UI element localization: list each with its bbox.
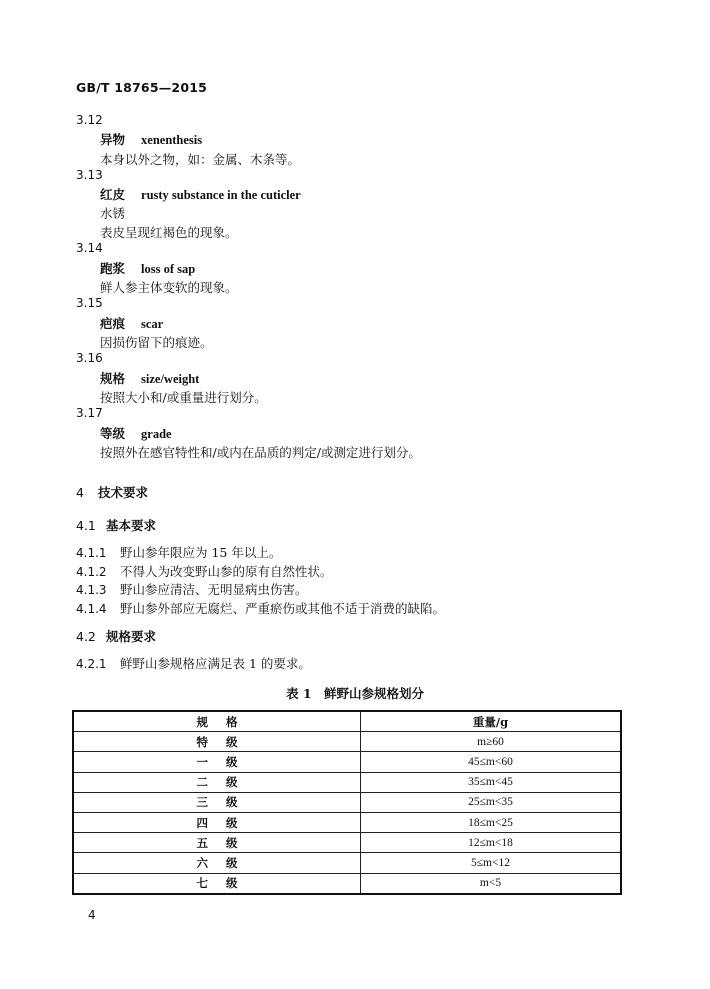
- term-heading: [100, 130, 202, 148]
- clause-number: 3.16: [76, 351, 103, 365]
- section-number: 4: [76, 485, 84, 500]
- weight-cell: 18≤m<25: [361, 812, 622, 832]
- term-definition: 鲜人参主体变软的现象。: [100, 280, 238, 295]
- requirement-item: [76, 599, 445, 617]
- term-en: scar: [141, 317, 164, 331]
- grade-cell: 一级: [73, 752, 361, 772]
- weight-cell: 25≤m<35: [361, 792, 622, 812]
- term-en: loss of sap: [141, 262, 196, 276]
- section-title: 规格要求: [106, 629, 157, 644]
- grade-cell: 七级: [73, 873, 361, 894]
- grade-cell: 六级: [73, 853, 361, 873]
- term-heading: [100, 314, 163, 332]
- table-row: [73, 732, 621, 752]
- table-row: [73, 772, 621, 792]
- term-zh: 异物: [100, 132, 126, 147]
- item-text: 野山参外部应无腐烂、严重瘀伤或其他不适于消费的缺陷。: [120, 601, 446, 616]
- subsection-heading: [76, 627, 156, 645]
- term-heading: [100, 259, 195, 277]
- section-heading: [76, 483, 148, 501]
- term-definition: 按照外在感官特性和/或内在品质的判定/或测定进行划分。: [100, 445, 421, 460]
- weight-cell: 45≤m<60: [361, 752, 622, 772]
- term-en: xenenthesis: [141, 133, 203, 147]
- section-title: 技术要求: [98, 485, 149, 500]
- grade-cell: 二级: [73, 772, 361, 792]
- term-zh: 等级: [100, 426, 126, 441]
- item-number: 4.1.2: [76, 565, 107, 579]
- table-row: [73, 853, 621, 873]
- clause-number: 3.14: [76, 241, 103, 255]
- table-row: [73, 792, 621, 812]
- term-zh: 规格: [100, 371, 126, 386]
- section-title: 基本要求: [106, 518, 157, 533]
- term-zh: 跑浆: [100, 261, 126, 276]
- requirement-item: [76, 654, 311, 672]
- term-heading: [100, 185, 301, 203]
- item-text: 不得人为改变野山参的原有自然性状。: [120, 564, 333, 579]
- term-en: grade: [141, 427, 172, 441]
- clause-number: 3.15: [76, 296, 103, 310]
- table-row: [73, 812, 621, 832]
- table-header-row: [73, 711, 621, 732]
- term-definition: 因损伤留下的痕迹。: [100, 335, 213, 350]
- clause-number: 3.12: [76, 113, 103, 127]
- item-number: 4.1.4: [76, 602, 107, 616]
- weight-cell: m<5: [361, 873, 622, 894]
- grade-table: [72, 710, 622, 895]
- term-heading: [100, 424, 172, 442]
- item-number: 4.2.1: [76, 657, 107, 671]
- weight-cell: 12≤m<18: [361, 833, 622, 853]
- item-text: 野山参应清洁、无明显病虫伤害。: [120, 582, 308, 597]
- term-definition: 表皮呈现红褐色的现象。: [100, 225, 238, 240]
- column-header-weight: 重量/g: [361, 711, 622, 732]
- grade-cell: 特级: [73, 732, 361, 752]
- weight-cell: m≥60: [361, 732, 622, 752]
- term-definition: 按照大小和/或重量进行划分。: [100, 390, 267, 405]
- section-number: 4.2: [76, 629, 96, 644]
- term-en: size/weight: [141, 372, 200, 386]
- table-row: [73, 873, 621, 894]
- section-number: 4.1: [76, 518, 96, 533]
- requirement-item: [76, 580, 308, 598]
- requirement-item: [76, 562, 333, 580]
- item-text: 野山参年限应为 15 年以上。: [120, 545, 282, 560]
- grade-cell: 三级: [73, 792, 361, 812]
- term-zh: 疤痕: [100, 316, 126, 331]
- grade-cell: 五级: [73, 833, 361, 853]
- item-number: 4.1.1: [76, 546, 107, 560]
- weight-cell: 35≤m<45: [361, 772, 622, 792]
- table-row: [73, 752, 621, 772]
- clause-number: 3.17: [76, 406, 103, 420]
- requirement-item: [76, 543, 281, 561]
- subsection-heading: [76, 516, 156, 534]
- grade-cell: 四级: [73, 812, 361, 832]
- table-row: [73, 833, 621, 853]
- term-en: rusty substance in the cuticler: [141, 188, 301, 202]
- clause-number: 3.13: [76, 168, 103, 182]
- weight-cell: 5≤m<12: [361, 853, 622, 873]
- standard-number-header: GB/T 18765—2015: [76, 80, 208, 95]
- page-number: 4: [88, 908, 96, 922]
- term-zh: 红皮: [100, 187, 126, 202]
- table-caption: 表 1 鲜野山参规格划分: [285, 686, 425, 701]
- term-heading: [100, 369, 199, 387]
- column-header-grade: 规格: [73, 711, 361, 732]
- term-definition: 本身以外之物，如：金属、木条等。: [100, 152, 301, 167]
- term-synonym: 水锈: [100, 206, 126, 221]
- item-number: 4.1.3: [76, 583, 107, 597]
- item-text: 鲜野山参规格应满足表 1 的要求。: [120, 656, 311, 671]
